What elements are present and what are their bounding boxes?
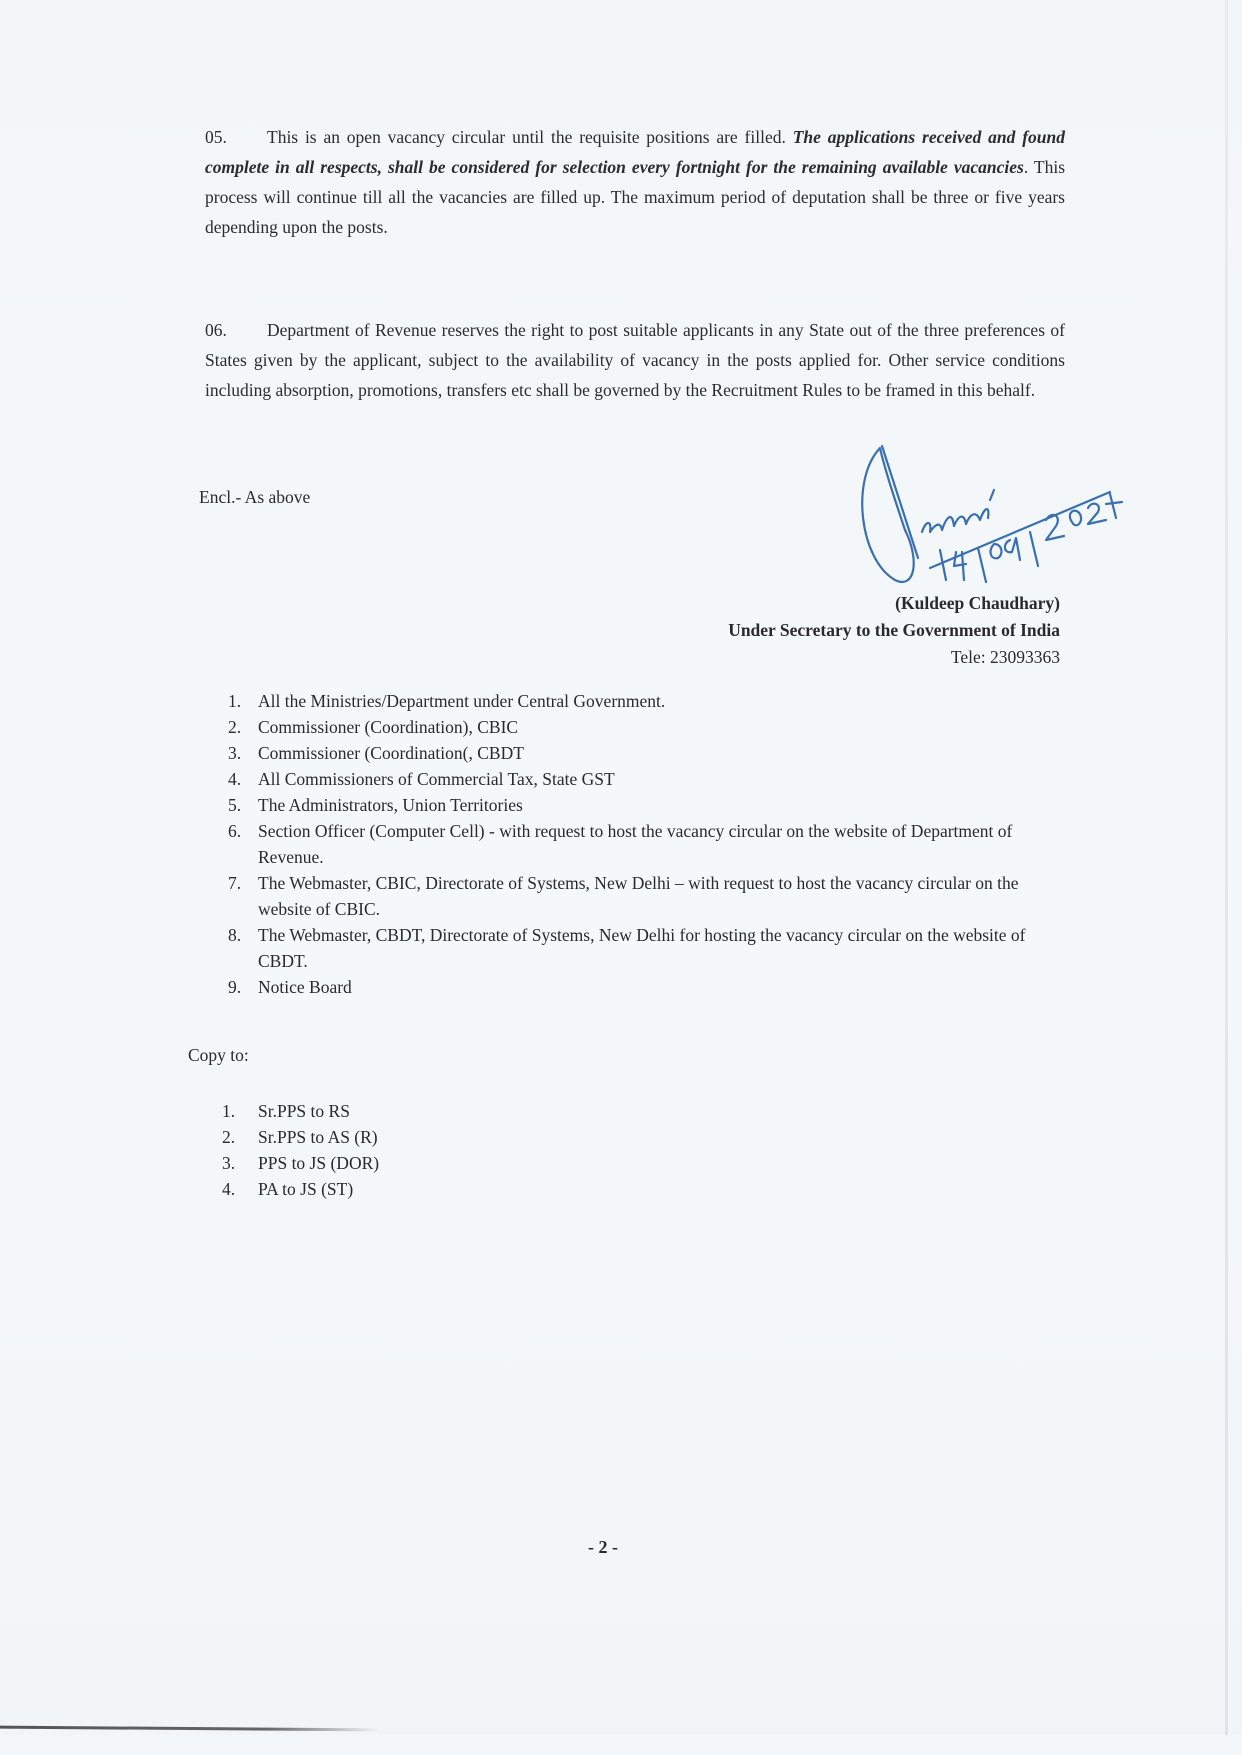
page-number: - 2 - [588, 1537, 618, 1557]
paragraph-number: 06. [205, 320, 227, 340]
signatory-telephone: Tele: 23093363 [950, 647, 1060, 667]
list-item: 1. All the Ministries/Department under Central Government. [228, 691, 666, 711]
distribution-list [228, 688, 1063, 1000]
enclosure-note: Encl.- As above [199, 487, 311, 507]
paragraph-number: 05. [205, 127, 227, 147]
copy-to-label: Copy to: [188, 1045, 249, 1065]
signatory-name: (Kuldeep Chaudhary) [895, 593, 1060, 613]
list-item: 2. Commissioner (Coordination), CBIC [228, 717, 519, 737]
paragraph-text: This is an open vacancy circular until the requisite positions are filled. [267, 127, 793, 147]
paragraph-emphasis: The applications received and found complete in all respects, shall be considered for selection every fortnight for the remaining available vacancies [205, 127, 1066, 177]
page-edge-shadow [1225, 0, 1228, 1735]
list-item: 4. All Commissioners of Commercial Tax, State GST [228, 769, 615, 789]
signature-block [728, 590, 1060, 671]
signatory-designation: Under Secretary to the Government of India [728, 620, 1060, 640]
list-item: 1. Sr.PPS to RS [222, 1101, 350, 1121]
scan-edge-line [0, 1726, 380, 1732]
list-item: 8. The Webmaster, CBDT, Directorate of Systems, New Delhi for hosting the vacancy circular on the website of CBDT. [228, 925, 1026, 971]
list-item: 6. Section Officer (Computer Cell) - with request to host the vacancy circular on the website of Department of Revenue. [228, 821, 1013, 867]
paragraph-text-end: . This process will continue till all the vacancies are filled up. The maximum period of deputation shall be three or five years depending upon the posts. [205, 157, 1065, 237]
copy-to-list [222, 1098, 1057, 1202]
list-item: 9. Notice Board [228, 977, 352, 997]
list-item: 2. Sr.PPS to AS (R) [222, 1127, 378, 1147]
list-item: 4. PA to JS (ST) [222, 1179, 354, 1199]
list-item: 5. The Administrators, Union Territories [228, 795, 523, 815]
paragraph-text: Department of Revenue reserves the right to post suitable applicants in any State out of the three preferences of States given by the applicant, subject to the availability of vacancy in the posts applied for. Other service conditions including absorption, promotions, transfers etc shall be governed by the Recruitment Rules to be framed in this behalf. [205, 320, 1065, 400]
paragraph-05 [205, 122, 1065, 242]
list-item: 3. Commissioner (Coordination(, CBDT [228, 743, 524, 763]
signature-icon [860, 440, 1130, 600]
paragraph-06 [205, 315, 1065, 405]
list-item: 3. PPS to JS (DOR) [222, 1153, 380, 1173]
list-item: 7. The Webmaster, CBIC, Directorate of Systems, New Delhi – with request to host the vacancy circular on the website of CBIC. [228, 873, 1019, 919]
